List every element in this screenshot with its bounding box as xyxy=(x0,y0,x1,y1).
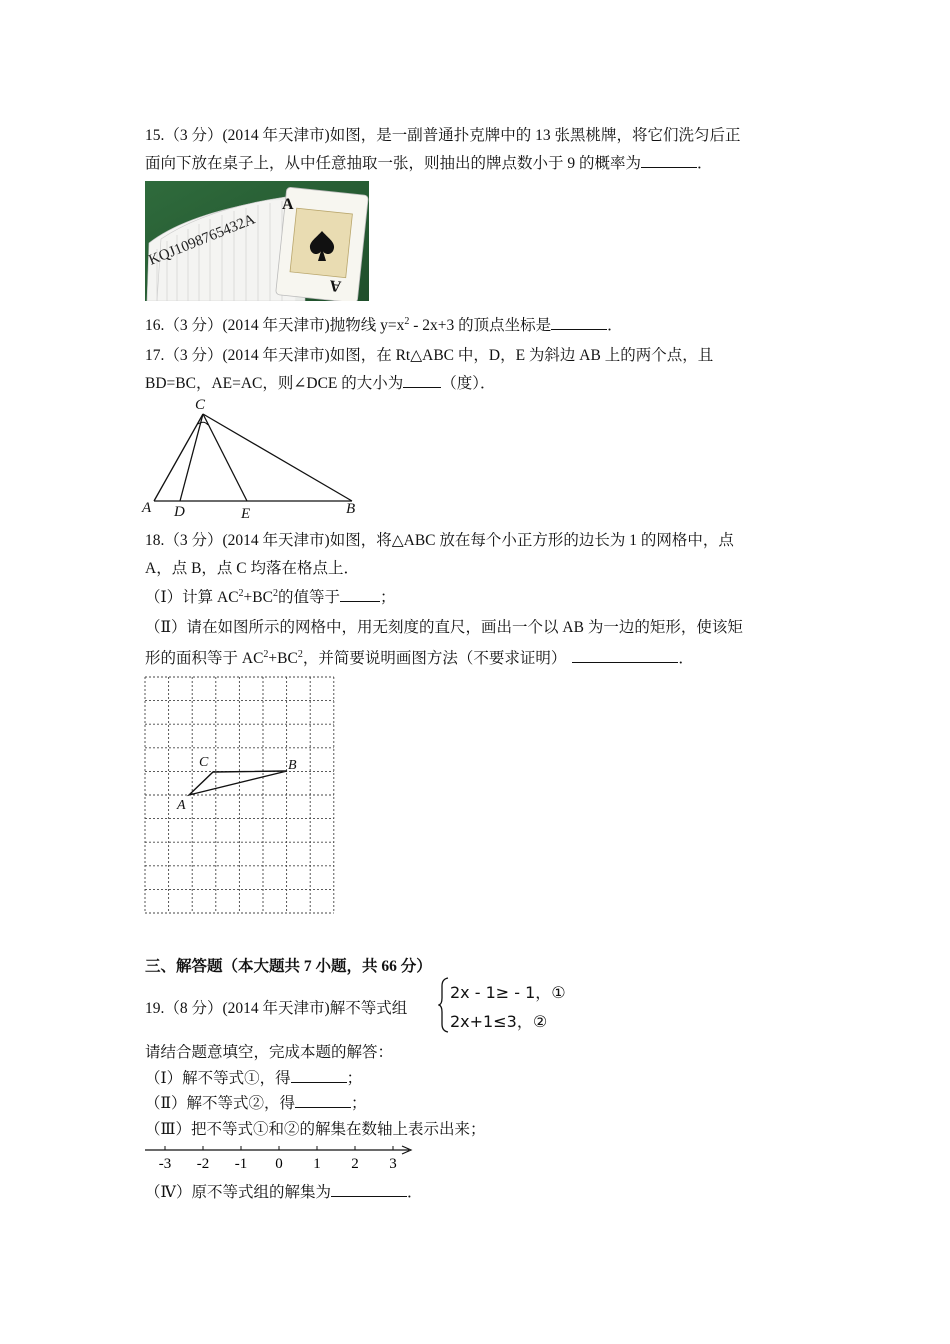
q19-p4-text: （Ⅳ）原不等式组的解集为 xyxy=(145,1184,331,1201)
q19-p1-end: ； xyxy=(346,1070,363,1087)
inequality-system xyxy=(438,976,598,1034)
q17-line1 xyxy=(145,343,713,365)
q18-text-2: A，点 B，点 C 均落在格点上． xyxy=(145,560,359,577)
q19-part1 xyxy=(145,1066,362,1088)
q16-answer-blank xyxy=(551,314,607,331)
label-d: D xyxy=(174,504,185,520)
q19-part4 xyxy=(145,1180,423,1202)
q19-part2 xyxy=(145,1091,367,1113)
segment-cd xyxy=(180,414,203,501)
q15-line1 xyxy=(145,123,740,145)
number-line xyxy=(143,1140,423,1172)
axis-tick-label: -2 xyxy=(196,1156,210,1172)
q19-p2-answer-blank xyxy=(295,1092,351,1109)
angle-mark xyxy=(198,422,208,425)
q15-number: 15. xyxy=(145,127,165,144)
q18-p2-text-1: （Ⅱ）请在如图所示的网格中，用无刻度的直尺，画出一个以 AB 为一边的矩形，使该矩 xyxy=(145,619,743,636)
q18-line1 xyxy=(145,528,734,550)
card-index-text: KQJ1098765432A xyxy=(146,211,258,269)
left-brace-icon xyxy=(438,976,450,1034)
q16-text-1: （3 分）(2014 年天津市)抛物线 y=x xyxy=(164,317,405,334)
inequality-2: 2x+1≤3，② xyxy=(450,1012,548,1031)
q18-p2-end: ． xyxy=(678,650,694,667)
q18-p2-sup2: 2 xyxy=(297,649,303,660)
q16-exponent: 2 xyxy=(404,316,410,327)
q19-p4-end: ． xyxy=(407,1184,423,1201)
q18-p1-mid: +BC xyxy=(243,589,273,606)
q15-text-2: 面向下放在桌子上，从中任意抽取一张，则抽出的牌点数小于 9 的概率为 xyxy=(145,155,642,172)
ace-letter-bottom: A xyxy=(328,276,343,295)
axis-tick-label: 1 xyxy=(313,1156,321,1172)
section-3-heading: 三、解答题（本大题共 7 小题，共 66 分） xyxy=(145,958,432,975)
triangle-abc xyxy=(189,771,287,795)
axis-tick-label: 0 xyxy=(275,1156,283,1172)
q17-text-3: （度）． xyxy=(441,375,496,392)
q16-line xyxy=(145,313,623,335)
q19-p4-answer-blank xyxy=(331,1181,407,1198)
q18-part2-line1 xyxy=(145,615,743,637)
q15-end: ． xyxy=(697,155,713,172)
q18-part2-line2 xyxy=(145,646,694,668)
q18-p2-answer-blank xyxy=(572,647,678,664)
q15-line2 xyxy=(145,151,713,173)
axis-tick-label: -1 xyxy=(234,1156,248,1172)
ace-letter-top: A xyxy=(282,196,294,213)
label-b: B xyxy=(346,501,356,517)
q16-text-2: - 2x+3 的顶点坐标是 xyxy=(409,317,552,334)
q17-line2 xyxy=(145,371,496,393)
dotted-grid xyxy=(145,677,334,913)
label-c: C xyxy=(195,397,206,413)
q16-number: 16. xyxy=(145,317,165,334)
axis-tick-label: -3 xyxy=(158,1156,172,1172)
q18-p2-post: ，并简要说明画图方法（不要求证明） xyxy=(302,650,567,667)
q19-p2-text: （Ⅱ）解不等式②，得 xyxy=(145,1095,296,1112)
q17-text-2: BD=BC，AE=AC，则∠DCE 的大小为 xyxy=(145,375,404,392)
q19-line1 xyxy=(145,996,407,1018)
q18-p1-answer-blank xyxy=(340,586,380,603)
q18-number: 18. xyxy=(145,532,165,549)
side-ca xyxy=(154,414,203,501)
q18-line2 xyxy=(145,556,359,578)
q17-number: 17. xyxy=(145,347,165,364)
grid-label-a: A xyxy=(177,798,186,813)
q17-answer-blank xyxy=(403,372,441,389)
q18-p2-sup1: 2 xyxy=(263,649,269,660)
grid-label-b: B xyxy=(288,758,297,773)
q18-p1-post: 的值等于 xyxy=(277,589,340,606)
q17-triangle-figure xyxy=(140,394,370,520)
ace-of-spades-card xyxy=(276,187,369,301)
q19-p2-end: ； xyxy=(351,1095,367,1112)
q18-grid-figure xyxy=(140,672,340,920)
q17-text-1: （3 分）(2014 年天津市)如图，在 Rt△ABC 中，D，E 为斜边 AB 上的两个点，且 xyxy=(164,347,714,364)
label-e: E xyxy=(241,506,251,520)
spade-cards-image xyxy=(145,181,369,301)
q18-p1-sup1: 2 xyxy=(238,588,244,599)
q19-part3: （Ⅲ）把不等式①和②的解集在数轴上表示出来； xyxy=(145,1121,486,1138)
q18-p1-end: ； xyxy=(379,589,396,606)
q19-p1-text: （Ⅰ）解不等式①，得 xyxy=(145,1070,291,1087)
q18-p2-text-2: 形的面积等于 AC xyxy=(145,650,264,667)
label-a: A xyxy=(142,500,152,516)
q19-intro: 请结合题意填空，完成本题的解答： xyxy=(145,1044,394,1061)
q19-p1-answer-blank xyxy=(291,1067,347,1084)
q18-p2-mid: +BC xyxy=(268,650,298,667)
axis-tick-label: 2 xyxy=(351,1156,359,1172)
q18-text-1: （3 分）(2014 年天津市)如图，将△ABC 放在每个小正方形的边长为 1 的网格中，点 xyxy=(164,532,734,549)
q19-text-1: （8 分）(2014 年天津市)解不等式组 xyxy=(164,1000,408,1017)
q15-text-1: （3 分）(2014 年天津市)如图，是一副普通扑克牌中的 13 张黑桃牌，将它们洗匀后正 xyxy=(164,127,741,144)
axis-tick-label: 3 xyxy=(389,1156,397,1172)
inequality-1: 2x - 1≥ - 1，① xyxy=(450,983,566,1002)
q18-part1 xyxy=(145,585,395,607)
q15-answer-blank xyxy=(641,152,697,169)
q16-end: ． xyxy=(607,317,623,334)
q19-number: 19. xyxy=(145,1000,165,1017)
q18-p1-sup2: 2 xyxy=(272,588,278,599)
q18-p1-text: （Ⅰ）计算 AC xyxy=(145,589,239,606)
grid-label-c: C xyxy=(199,755,209,770)
